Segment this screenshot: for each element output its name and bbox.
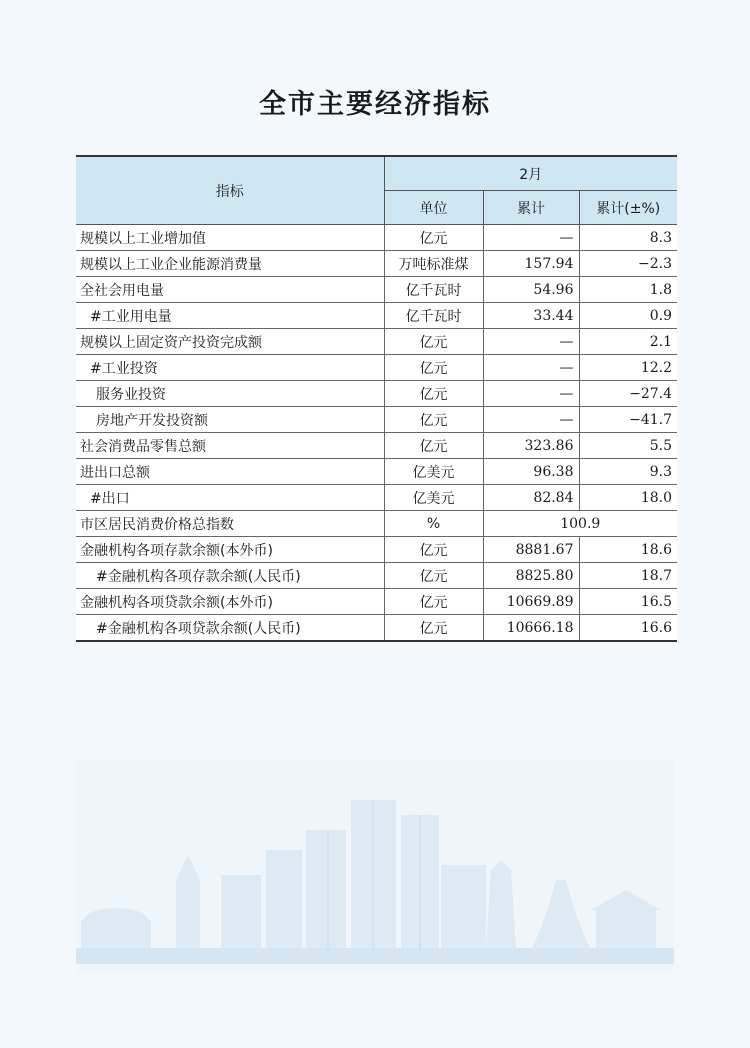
page-title: 全市主要经济指标 (259, 89, 491, 120)
indicator-name: 服务业投资 (76, 381, 384, 407)
indicator-name: 金融机构各项贷款余额(本外币) (76, 589, 384, 615)
indicator-growth: 8.3 (579, 225, 677, 251)
indicator-cumulative: 10669.89 (483, 589, 579, 615)
indicator-name: #工业投资 (76, 355, 384, 381)
table-row (76, 329, 677, 355)
indicator-unit: 亿千瓦时 (384, 303, 483, 329)
indicator-growth: 9.3 (579, 459, 677, 485)
indicator-unit: 亿元 (384, 563, 483, 589)
indicator-growth: 18.6 (579, 537, 677, 563)
table-row (76, 277, 677, 303)
indicator-cumulative: 323.86 (483, 433, 579, 459)
table-row (76, 537, 677, 563)
indicator-cumulative: 10666.18 (483, 615, 579, 642)
indicator-growth: 0.9 (579, 303, 677, 329)
indicator-unit: 亿美元 (384, 485, 483, 511)
indicator-unit: 亿元 (384, 615, 483, 642)
indicator-name: #金融机构各项存款余额(人民币) (76, 563, 384, 589)
indicator-name: 规模以上固定资产投资完成额 (76, 329, 384, 355)
table-row (76, 355, 677, 381)
table-row (76, 251, 677, 277)
indicator-unit: 亿元 (384, 537, 483, 563)
table-row (76, 459, 677, 485)
indicator-cumulative: — (483, 407, 579, 433)
indicator-name: #工业用电量 (76, 303, 384, 329)
table-row (76, 407, 677, 433)
table-row (76, 433, 677, 459)
indicator-header: 指标 (76, 156, 384, 225)
indicator-name: 房地产开发投资额 (76, 407, 384, 433)
indicator-cumulative: — (483, 329, 579, 355)
indicator-unit: 亿美元 (384, 459, 483, 485)
indicator-unit: 亿元 (384, 329, 483, 355)
indicator-name: #出口 (76, 485, 384, 511)
indicator-value: 100.9 (483, 511, 677, 537)
indicator-unit: 亿元 (384, 589, 483, 615)
indicator-cumulative: 8881.67 (483, 537, 579, 563)
indicator-name: 金融机构各项存款余额(本外币) (76, 537, 384, 563)
table-row (76, 511, 677, 537)
indicator-name: 社会消费品零售总额 (76, 433, 384, 459)
city-skyline-illustration (76, 760, 674, 972)
indicator-unit: % (384, 511, 483, 537)
unit-header: 单位 (384, 191, 483, 225)
indicator-cumulative: 8825.80 (483, 563, 579, 589)
table-row (76, 303, 677, 329)
indicator-growth: 2.1 (579, 329, 677, 355)
indicator-growth: 18.7 (579, 563, 677, 589)
period-header: 2月 (384, 156, 677, 191)
indicator-unit: 亿元 (384, 355, 483, 381)
indicator-cumulative: 54.96 (483, 277, 579, 303)
indicator-unit: 亿元 (384, 225, 483, 251)
indicator-unit: 亿元 (384, 407, 483, 433)
indicator-growth: 5.5 (579, 433, 677, 459)
indicator-growth: 16.6 (579, 615, 677, 642)
table-row (76, 563, 677, 589)
indicator-growth: −41.7 (579, 407, 677, 433)
indicator-growth: −27.4 (579, 381, 677, 407)
indicator-unit: 万吨标准煤 (384, 251, 483, 277)
table-row (76, 589, 677, 615)
cumulative-header: 累计 (483, 191, 579, 225)
table-row (76, 381, 677, 407)
table-row (76, 615, 677, 642)
indicator-unit: 亿元 (384, 433, 483, 459)
indicator-cumulative: 33.44 (483, 303, 579, 329)
indicator-growth: −2.3 (579, 251, 677, 277)
indicator-growth: 18.0 (579, 485, 677, 511)
growth-header: 累计(±%) (579, 191, 677, 225)
indicator-name: 市区居民消费价格总指数 (76, 511, 384, 537)
indicator-unit: 亿元 (384, 381, 483, 407)
indicator-cumulative: — (483, 355, 579, 381)
indicator-name: #金融机构各项贷款余额(人民币) (76, 615, 384, 642)
indicator-cumulative: 96.38 (483, 459, 579, 485)
indicator-name: 进出口总额 (76, 459, 384, 485)
table-row (76, 225, 677, 251)
table-row (76, 485, 677, 511)
indicator-cumulative: 82.84 (483, 485, 579, 511)
indicator-name: 规模以上工业企业能源消费量 (76, 251, 384, 277)
economic-indicators-table (76, 155, 677, 642)
indicator-cumulative: 157.94 (483, 251, 579, 277)
indicator-name: 全社会用电量 (76, 277, 384, 303)
indicator-cumulative: — (483, 381, 579, 407)
indicator-cumulative: — (483, 225, 579, 251)
indicator-growth: 16.5 (579, 589, 677, 615)
indicator-unit: 亿千瓦时 (384, 277, 483, 303)
indicator-growth: 1.8 (579, 277, 677, 303)
indicator-growth: 12.2 (579, 355, 677, 381)
indicator-name: 规模以上工业增加值 (76, 225, 384, 251)
